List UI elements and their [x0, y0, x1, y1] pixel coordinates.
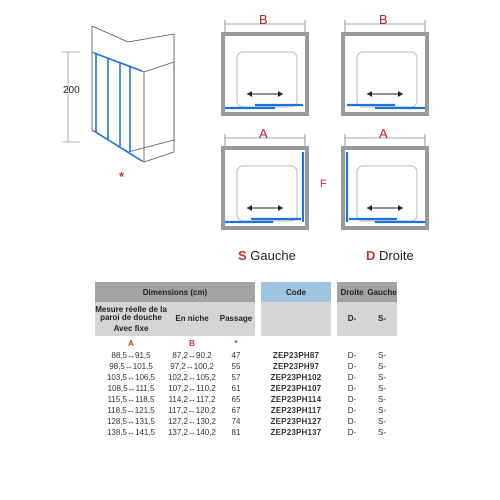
table-row [95, 416, 397, 427]
dimensions-header: Dimensions (cm) [95, 282, 255, 302]
cell-gauche: S- [378, 428, 386, 437]
legend-droite [366, 248, 414, 263]
cell-en-niche: 137,2↔140,2 [167, 428, 217, 437]
plan-top-left [215, 12, 315, 117]
cell-code: ZEP23PH97 [272, 362, 320, 371]
cell-passage: 47 [231, 351, 241, 360]
table-letter-row [95, 336, 397, 350]
legend-gauche-text: Gauche [246, 248, 296, 263]
col-code-blank [261, 302, 331, 336]
plan-side-label-f: F [320, 178, 327, 190]
cell-measure: 138,5↔141,5 [106, 428, 156, 437]
cell-en-niche: 97,2↔100,2 [170, 362, 214, 371]
cell-measure: 115,5↔118,5 [107, 395, 155, 404]
cell-gauche: S- [378, 351, 386, 360]
cell-code: ZEP23PH137 [270, 428, 322, 437]
table-body [95, 350, 397, 438]
plan-bottom-right [335, 126, 435, 231]
cell-passage: 61 [231, 384, 241, 393]
cell-code: ZEP23PH107 [270, 384, 322, 393]
cell-measure: 118,5↔121,5 [107, 406, 155, 415]
plan-bottom-left [215, 126, 315, 231]
cell-en-niche: 107,2↔110,2 [168, 384, 216, 393]
cell-droite: D- [347, 362, 357, 371]
cell-measure: 98,5↔101,5 [109, 362, 153, 371]
cell-gauche: S- [378, 417, 386, 426]
table-header-row [95, 282, 397, 302]
cell-droite: D- [347, 351, 357, 360]
cell-en-niche: 102,2↔105,2 [167, 373, 217, 382]
cell-en-niche: 117,2↔120,2 [168, 406, 216, 415]
plan-label-b-left: B [259, 12, 268, 27]
cell-passage: 57 [231, 373, 241, 382]
table-row [95, 383, 397, 394]
droite-header: Droite [337, 282, 367, 302]
cell-passage: 65 [231, 395, 241, 404]
cell-droite: D- [347, 384, 357, 393]
col-avec-fixe-label: Avec fixe [113, 323, 149, 333]
cell-droite: D- [347, 428, 357, 437]
table-row [95, 427, 397, 438]
cell-gauche: S- [378, 395, 386, 404]
legend-gauche [238, 248, 296, 263]
cell-code: ZEP23PH117 [270, 406, 322, 415]
table-subheader-row [95, 302, 397, 336]
cell-passage: 81 [231, 428, 241, 437]
height-label: 200 [63, 85, 80, 96]
table-row [95, 361, 397, 372]
col-measure-label: Mesure réelle de la paroi de douche [95, 304, 167, 322]
plan-top-right [335, 12, 435, 117]
cell-droite: D- [347, 395, 357, 404]
cell-code: ZEP23PH114 [270, 395, 322, 404]
cell-gauche: S- [378, 362, 386, 371]
plan-label-b-right: B [379, 12, 388, 27]
table-row [95, 394, 397, 405]
cell-droite: D- [347, 417, 357, 426]
cell-en-niche: 127,2↔130,2 [167, 417, 217, 426]
cell-measure: 88,5↔91,5 [111, 351, 151, 360]
gauche-header: Gauche [367, 282, 397, 302]
table-row [95, 350, 397, 361]
cell-code: ZEP23PH87 [272, 351, 320, 360]
cell-droite: D- [347, 373, 357, 382]
letter-b: B [189, 338, 195, 348]
cell-passage: 74 [231, 417, 241, 426]
col-gauche-sub: S- [367, 302, 397, 336]
cell-passage: 55 [231, 362, 241, 371]
cell-measure: 128,5↔131,5 [106, 417, 156, 426]
legend-droite-text: Droite [375, 248, 414, 263]
table-row [95, 372, 397, 383]
cell-measure: 103,5↔106,5 [106, 373, 156, 382]
cell-passage: 67 [231, 406, 241, 415]
col-en-niche-header: En niche [167, 302, 217, 336]
legend-droite-letter: D [366, 248, 376, 263]
code-header: Code [261, 282, 331, 302]
cell-gauche: S- [378, 406, 386, 415]
table-row [95, 405, 397, 416]
cell-code: ZEP23PH127 [270, 417, 322, 426]
legend-gauche-letter: S [238, 248, 247, 263]
cell-gauche: S- [378, 373, 386, 382]
plan-label-a-right: A [379, 126, 388, 141]
col-passage-header: Passage [217, 302, 255, 336]
cell-en-niche: 87,2↔90,2 [172, 351, 212, 360]
cell-code: ZEP23PH102 [270, 373, 322, 382]
cell-measure: 108,5↔111,5 [107, 384, 155, 393]
shower-iso-svg [50, 22, 200, 187]
col-droite-sub: D- [337, 302, 367, 336]
shower-isometric-drawing [50, 22, 200, 187]
cell-en-niche: 114,2↔117,2 [168, 395, 216, 404]
letter-star: * [234, 338, 238, 348]
cell-gauche: S- [378, 384, 386, 393]
col-measure-header [95, 302, 167, 336]
plan-label-a-left: A [259, 126, 268, 141]
dimensions-table [95, 282, 397, 438]
star-marker: * [119, 169, 125, 184]
letter-a: A [128, 338, 134, 348]
cell-droite: D- [347, 406, 357, 415]
